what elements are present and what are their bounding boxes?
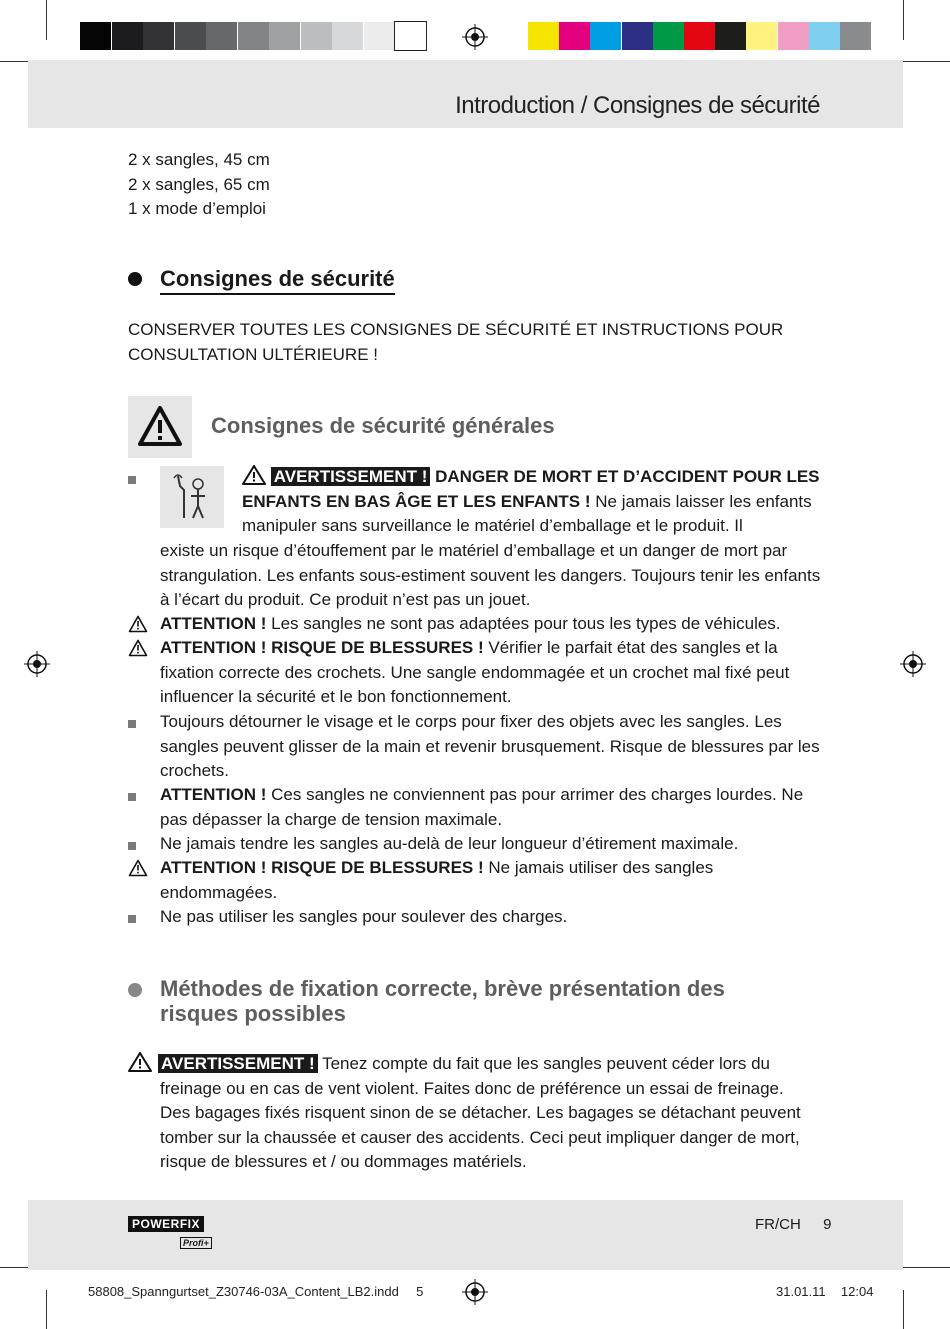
child-warning-head xyxy=(242,465,827,539)
list-item: Ne jamais tendre les sangles au-delà de leur longueur d’étirement maximale. xyxy=(160,834,739,853)
warning-triangle-icon xyxy=(242,465,266,485)
warning-triangle-icon xyxy=(128,639,148,662)
color-swatch xyxy=(809,22,840,50)
file-info: 58808_Spanngurtset_Z30746-03A_Content_LB2.indd 5 xyxy=(88,1284,424,1299)
color-swatch xyxy=(746,22,777,50)
warning-triangle-icon xyxy=(128,1052,152,1072)
gray-swatch xyxy=(395,22,426,50)
color-swatch xyxy=(684,22,715,50)
brand-name: POWERFIX xyxy=(128,1216,204,1232)
braking-warning xyxy=(128,1052,818,1175)
list-item: 2 x sangles, 45 cm xyxy=(128,150,270,169)
color-swatch xyxy=(528,22,559,50)
section-heading: Consignes de sécurité xyxy=(160,266,395,292)
color-swatch xyxy=(715,22,746,50)
warning-triangle-icon xyxy=(128,615,148,638)
list-item: ATTENTION ! Les sangles ne sont pas adaptées pour tous les types de véhicules. xyxy=(160,614,781,633)
gray-swatch xyxy=(238,22,269,50)
registration-mark-icon xyxy=(462,24,488,50)
list-item: 1 x mode d’emploi xyxy=(128,199,266,218)
color-swatch xyxy=(622,22,653,50)
section-heading: Méthodes de fixation correcte, brève présentation des risques possibles xyxy=(160,976,725,1026)
gray-swatch xyxy=(112,22,143,50)
list-item: ATTENTION ! RISQUE DE BLESSURES ! Vérifier le parfait état des sangles et la fixation correcte des crochets. Une sangle endommagée et un crochet mal fixé peut influencer la sécurité et le bon fonctionnement. xyxy=(160,638,790,706)
subsection-heading: Consignes de sécurité générales xyxy=(211,413,555,438)
gray-swatch xyxy=(206,22,237,50)
color-swatch xyxy=(590,22,621,50)
gray-swatch xyxy=(301,22,332,50)
warning-text-start: Ne jamais laisser les enfants manipuler sans surveillance le matériel d’emballage et le produit. Il xyxy=(242,491,812,535)
page-title: Introduction / Consignes de sécurité xyxy=(455,92,820,119)
crop-mark xyxy=(903,0,904,40)
list-item: 2 x sangles, 65 cm xyxy=(128,174,270,194)
warning-text: Tenez compte du fait que les sangles peuvent céder lors du freinage ou en cas de vent violent. Faites donc de préférence un essai de freinage. Des bagages fixés risquent sinon de se détacher. Les bagages se détachant peuvent tomber sur la chaussée et causer des accidents. Ceci peut impliquer danger de mort, risque de blessures et / ou dommages matériels. xyxy=(160,1054,801,1171)
gray-swatch xyxy=(80,22,111,50)
gray-swatch xyxy=(143,22,174,50)
gray-swatch xyxy=(175,22,206,50)
footer-locale: FR/CH 9 xyxy=(755,1216,832,1233)
warning-label: AVERTISSEMENT ! xyxy=(158,1054,318,1073)
crop-mark xyxy=(898,1267,950,1268)
color-swatch xyxy=(778,22,809,50)
crop-mark xyxy=(46,1290,47,1329)
bullet-dot-icon xyxy=(128,272,142,286)
list-item: Toujours détourner le visage et le corps pour fixer des objets avec les sangles. Les sangles peuvent glisser de la main et revenir brusquement. Risque de blessures par les crochets. xyxy=(160,712,820,780)
list-item: Ne pas utiliser les sangles pour soulever des charges. xyxy=(160,907,568,926)
color-swatch xyxy=(840,22,871,50)
square-bullet-icon xyxy=(128,476,136,484)
caps-notice: CONSERVER TOUTES LES CONSIGNES DE SÉCURITÉ ET INSTRUCTIONS POUR CONSULTATION ULTÉRIEURE ! xyxy=(128,320,784,364)
brand-logo xyxy=(128,1215,220,1248)
crop-mark xyxy=(903,1290,904,1329)
gray-swatch xyxy=(332,22,363,50)
brand-sub: Profi+ xyxy=(180,1237,212,1249)
warning-triangle-icon xyxy=(128,859,148,882)
registration-mark-icon xyxy=(462,1279,488,1305)
page-number: 9 xyxy=(823,1216,832,1233)
color-swatch xyxy=(559,22,590,50)
square-bullet-icon xyxy=(128,915,136,923)
warning-bold-text: DANGER DE MORT ET D’ACCIDENT POUR LES ENFANTS EN BAS ÂGE ET LES ENFANTS ! xyxy=(242,467,820,511)
square-bullet-icon xyxy=(128,842,136,850)
contents-list xyxy=(128,148,270,222)
registration-mark-icon xyxy=(900,651,926,677)
warning-label: AVERTISSEMENT ! xyxy=(271,467,431,486)
registration-mark-icon xyxy=(24,651,50,677)
gray-swatch xyxy=(269,22,300,50)
child-warning-pictogram-icon xyxy=(160,466,224,528)
gray-swatch xyxy=(364,22,395,50)
crop-mark xyxy=(46,0,47,40)
file-timestamp: 31.01.11 12:04 xyxy=(776,1284,874,1299)
square-bullet-icon xyxy=(128,793,136,801)
child-warning-text: existe un risque d’étouffement par le matériel d’emballage et un danger de mort par strangulation. Les enfants sous-estiment souvent les dangers. Toujours tenir les enfants à l’écart du produit. Ce produit n’est pas un jouet. xyxy=(160,541,821,609)
warning-icon xyxy=(128,396,192,458)
list-item: ATTENTION ! RISQUE DE BLESSURES ! Ne jamais utiliser des sangles endommagées. xyxy=(160,858,714,902)
list-item: ATTENTION ! Ces sangles ne conviennent pas pour arrimer des charges lourdes. Ne pas dépasser la charge de tension maximale. xyxy=(160,785,804,829)
color-swatch xyxy=(653,22,684,50)
bullet-dot-icon xyxy=(128,983,142,997)
square-bullet-icon xyxy=(128,720,136,728)
crop-mark xyxy=(898,61,950,62)
